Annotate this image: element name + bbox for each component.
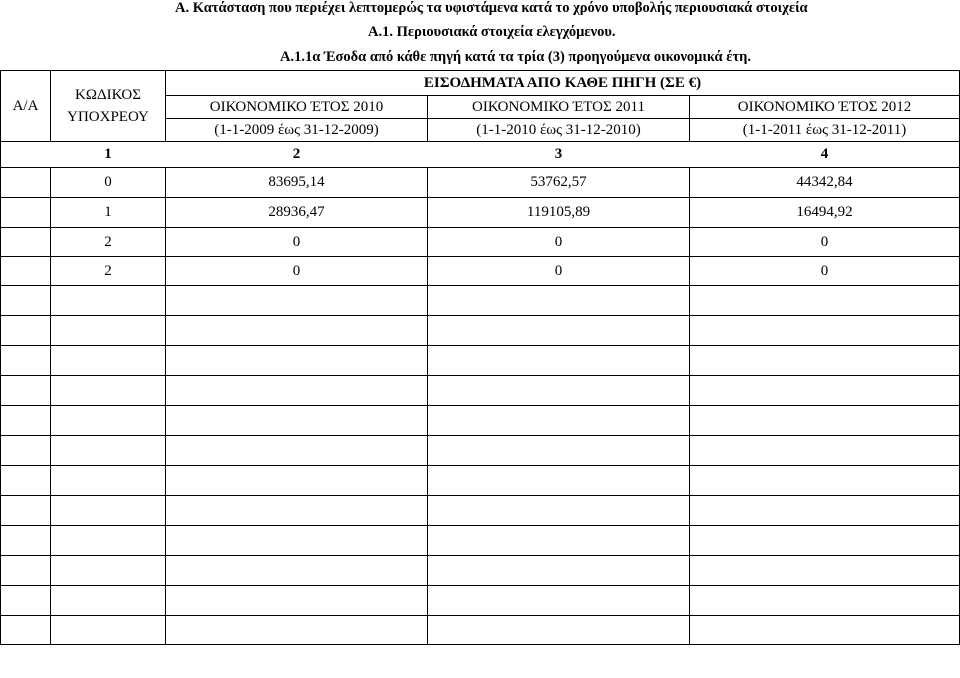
amount-2011: 119105,89 [428,198,690,228]
income-header: ΕΙΣΟΔΗΜΑΤΑ ΑΠΟ ΚΑΘΕ ΠΗΓΗ (ΣΕ €) [166,71,960,96]
amount-2012: 16494,92 [690,198,960,228]
empty-row [1,466,960,496]
empty-row [1,586,960,616]
year-2012-period: (1-1-2011 έως 31-12-2011) [690,119,960,142]
amount-2010: 0 [166,228,428,257]
empty-row [1,616,960,645]
table-row [1,228,960,257]
amount-2010: 0 [166,257,428,286]
year-2012-title: ΟΙΚΟΝΟΜΙΚΟ ΈΤΟΣ 2012 [690,96,960,119]
empty-row [1,526,960,556]
year-2010-title: ΟΙΚΟΝΟΜΙΚΟ ΈΤΟΣ 2010 [166,96,428,119]
obligor-code-header: ΚΩΔΙΚΟΣ ΥΠΟΧΡΕΟΥ [51,71,166,142]
code-cell: 2 [51,257,166,286]
table-row [1,198,960,228]
empty-row [1,376,960,406]
empty-row [1,436,960,466]
col-number-2: 2 [292,146,301,162]
amount-2012: 0 [690,257,960,286]
heading-line-3: Α.1.1α Έσοδα από κάθε πηγή κατά τα τρία (3) προηγούμενα οικονομικά έτη. [280,49,751,65]
empty-row [1,556,960,586]
empty-row [1,286,960,316]
empty-row [1,496,960,526]
amount-2010: 28936,47 [166,198,428,228]
income-table [0,70,960,645]
col-number-1: 1 [104,146,112,162]
code-cell: 2 [51,228,166,257]
amount-2011: 53762,57 [428,168,690,198]
empty-row [1,406,960,436]
code-cell: 1 [51,198,166,228]
amount-2012: 0 [690,228,960,257]
amount-2011: 0 [428,257,690,286]
column-numbers-row [51,142,960,168]
amount-2012: 44342,84 [690,168,960,198]
table-row [1,168,960,198]
empty-row [1,346,960,376]
year-2010-period: (1-1-2009 έως 31-12-2009) [166,119,428,142]
heading-line-2: Α.1. Περιουσιακά στοιχεία ελεγχόμενου. [368,24,616,40]
amount-2011: 0 [428,228,690,257]
col-number-3: 3 [554,146,563,162]
empty-cell [1,142,51,168]
heading-line-1: Α. Κατάσταση που περιέχει λεπτομερώς τα υφιστάμενα κατά το χρόνο υποβολής περιουσιακά στοιχεία [175,0,808,16]
table-row [1,257,960,286]
aa-header: Α/Α [1,71,51,142]
empty-row [1,316,960,346]
amount-2010: 83695,14 [166,168,428,198]
year-2011-period: (1-1-2010 έως 31-12-2010) [428,119,690,142]
year-2011-title: ΟΙΚΟΝΟΜΙΚΟ ΈΤΟΣ 2011 [428,96,690,119]
col-number-4: 4 [820,146,829,162]
code-cell: 0 [51,168,166,198]
